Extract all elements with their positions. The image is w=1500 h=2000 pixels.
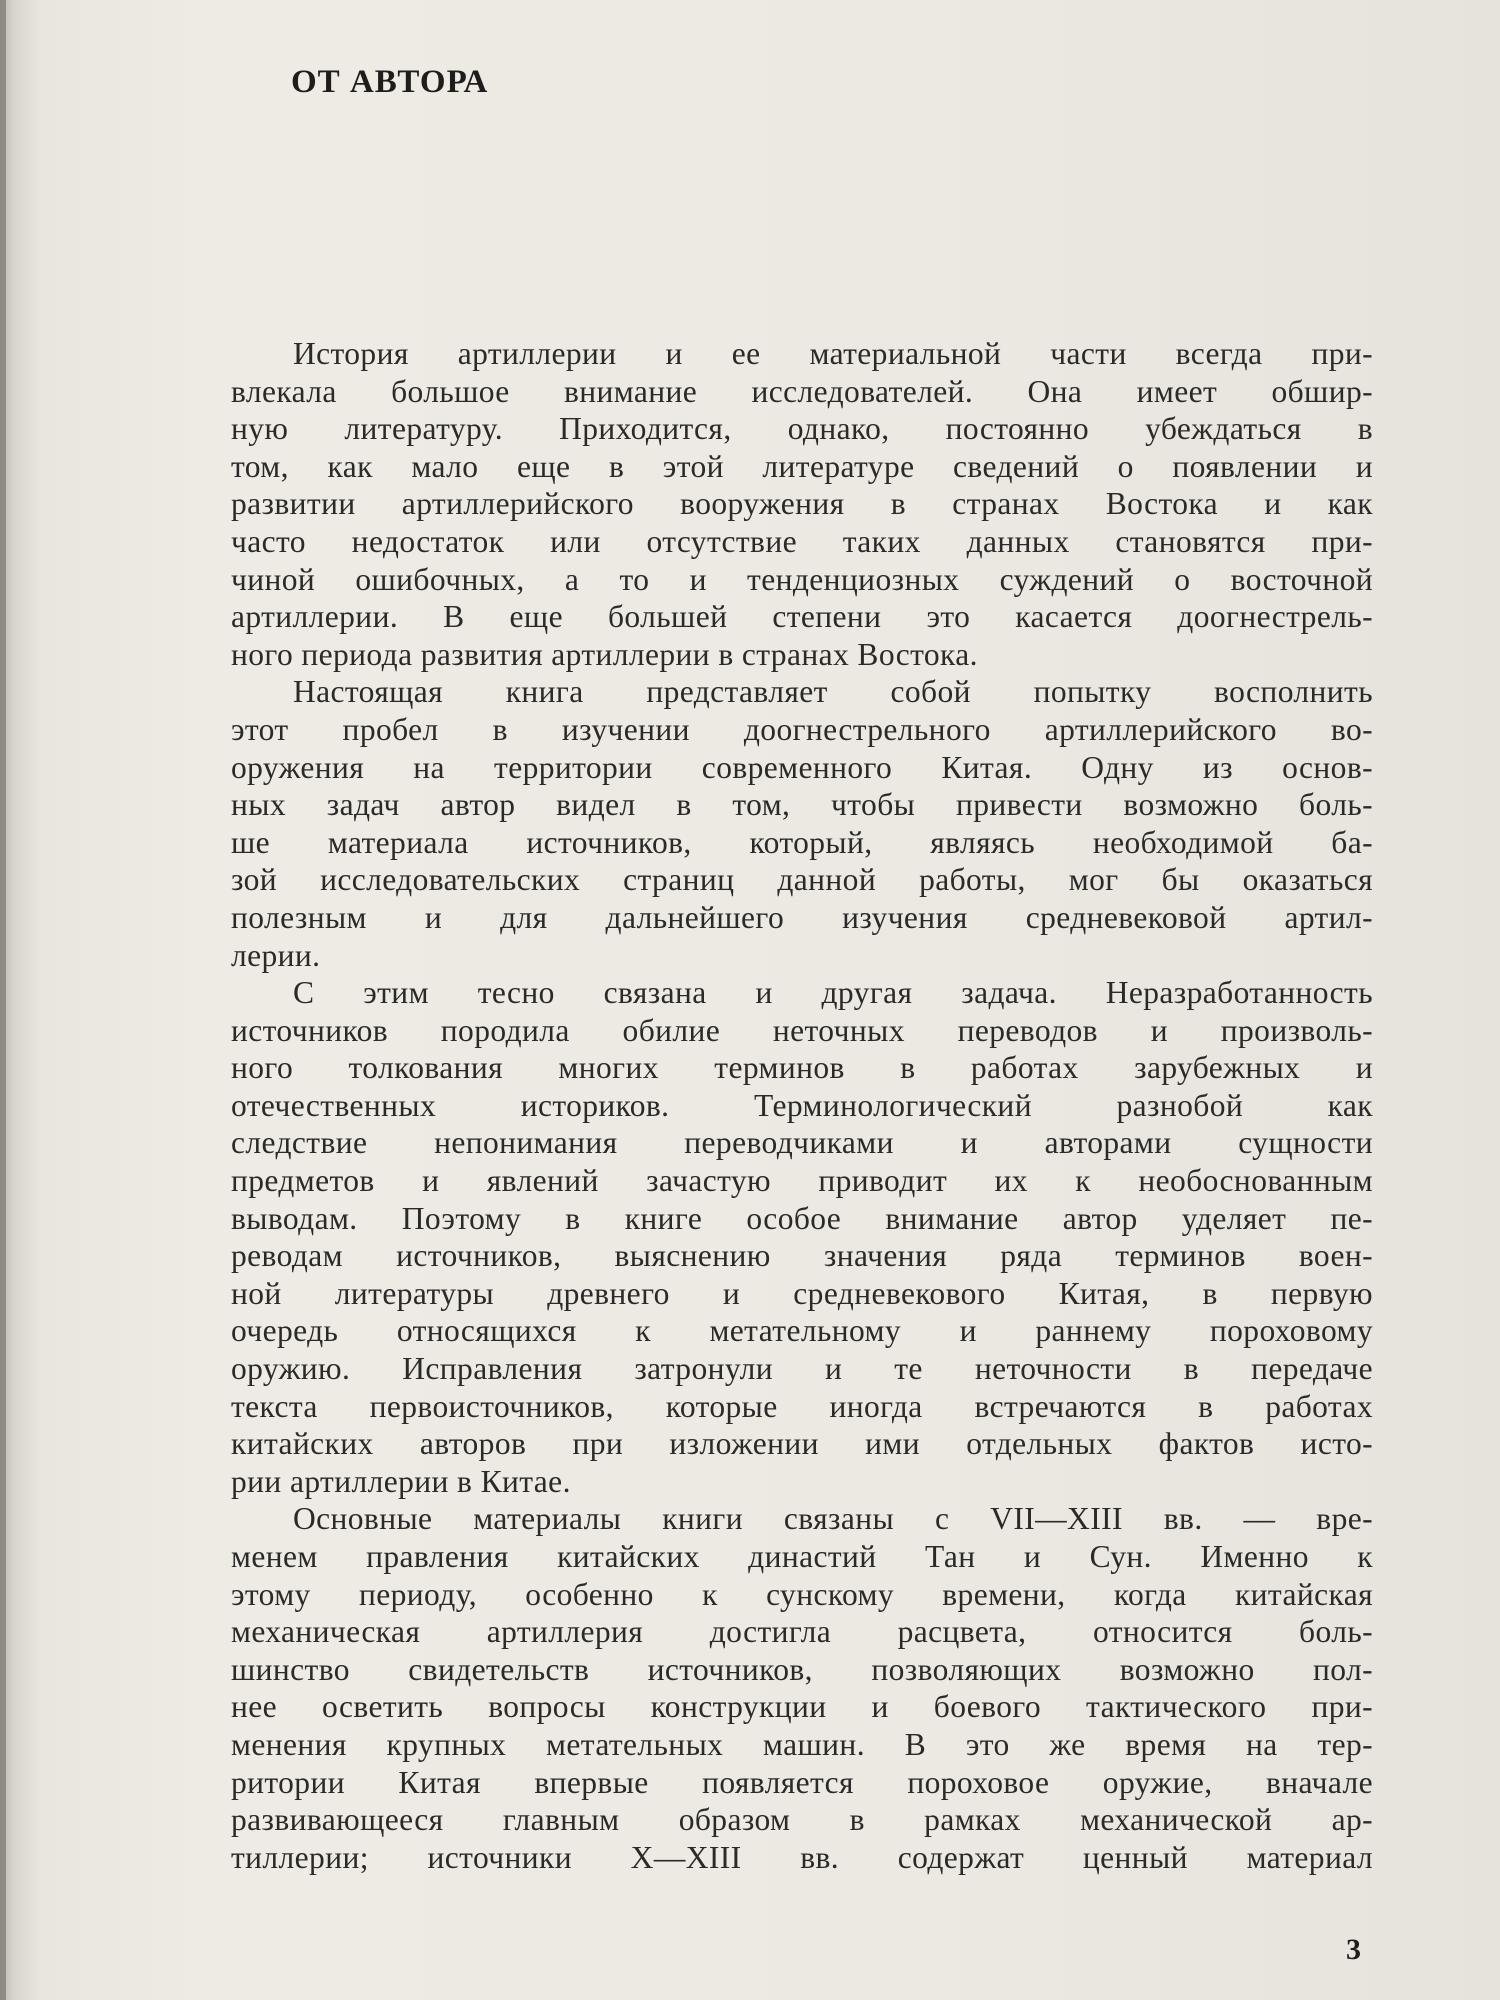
text-line: следствие непонимания переводчиками и авторами сущности (231, 1125, 1373, 1161)
text-line: менения крупных метательных машин. В это же время на тер- (231, 1726, 1373, 1762)
text-line: этому периоду, особенно к сунскому времени, когда китайская (231, 1576, 1373, 1612)
text-line: реводам источников, выяснению значения ряда терминов воен- (231, 1238, 1373, 1274)
text-line: менем правления китайских династий Тан и Сун. Именно к (231, 1539, 1373, 1574)
text-line: ритории Китая впервые появляется пороховое оружие, вначале (231, 1764, 1373, 1800)
chapter-title: ОТ АВТОРА (291, 64, 489, 100)
text-line: полезным и для дальнейшего изучения средневековой артил- (231, 899, 1373, 935)
text-line: оружения на территории современного Китая. Одну из основ- (231, 749, 1373, 785)
text-line: лерии. (231, 937, 321, 973)
text-line: очередь относящихся к метательному и раннему пороховому (231, 1313, 1373, 1349)
text-line: выводам. Поэтому в книге особое внимание автор уделяет пе- (231, 1200, 1373, 1236)
text-line: артиллерии. В еще большей степени это касается доогнестрель- (231, 599, 1373, 635)
text-line: предметов и явлений зачастую приводит их к необоснованным (231, 1163, 1373, 1199)
text-line: ше материала источников, который, являясь необходимой ба- (231, 824, 1373, 860)
page-number: 3 (1346, 1933, 1361, 1966)
text-line: ной литературы древнего и средневекового Китая, в первую (231, 1275, 1373, 1311)
text-line: зой исследовательских страниц данной работы, мог бы оказаться (231, 862, 1373, 898)
text-line: механическая артиллерия достигла расцвета, относится боль- (231, 1614, 1373, 1650)
paragraph (231, 974, 1373, 1500)
text-line: С этим тесно связана и другая задача. Неразработанность (293, 975, 1373, 1011)
text-line: нее осветить вопросы конструкции и боевого тактического при- (231, 1689, 1373, 1725)
text-line: ного периода развития артиллерии в странах Востока. (231, 636, 978, 672)
text-line: оружию. Исправления затронули и те неточности в передаче (231, 1351, 1373, 1387)
text-line: ного толкования многих терминов в работах зарубежных и (231, 1050, 1373, 1086)
text-line: Основные материалы книги связаны с VII—XIII вв. — вре- (293, 1501, 1373, 1537)
text-line: отечественных историков. Терминологический разнобой как (231, 1087, 1373, 1123)
text-line: тиллерии; источники X—XIII вв. содержат ценный материал (231, 1839, 1373, 1875)
text-line: текста первоисточников, которые иногда встречаются в работах (231, 1388, 1373, 1424)
text-line: шинство свидетельств источников, позволяющих возможно пол- (231, 1651, 1373, 1687)
paragraph (231, 335, 1373, 673)
text-line: том, как мало еще в этой литературе сведений о появлении и (231, 448, 1373, 484)
paragraph (231, 673, 1373, 974)
text-line: ную литературу. Приходится, однако, постоянно убеждаться в (231, 411, 1373, 447)
text-line: китайских авторов при изложении ими отдельных фактов исто- (231, 1426, 1373, 1462)
text-line: источников породила обилие неточных переводов и произволь- (231, 1012, 1373, 1048)
book-gutter-shadow (0, 0, 6, 2000)
text-line: влекала большое внимание исследователей. Она имеет обшир- (231, 373, 1373, 409)
text-line: рии артиллерии в Китае. (231, 1463, 571, 1499)
body-text (231, 335, 1373, 1876)
text-line: ных задач автор видел в том, чтобы привести возможно боль- (231, 787, 1373, 823)
text-line: Настоящая книга представляет собой попытку восполнить (293, 674, 1373, 710)
text-line: развивающееся главным образом в рамках механической ар- (231, 1802, 1373, 1838)
text-line: развитии артиллерийского вооружения в странах Востока и как (231, 486, 1373, 522)
paragraph (231, 1500, 1373, 1876)
text-line: чиной ошибочных, а то и тенденциозных суждений о восточной (231, 561, 1373, 597)
text-line: часто недостаток или отсутствие таких данных становятся при- (231, 523, 1373, 559)
text-line: История артиллерии и ее материальной части всегда при- (293, 336, 1373, 371)
text-line: этот пробел в изучении доогнестрельного артиллерийского во- (231, 711, 1373, 747)
